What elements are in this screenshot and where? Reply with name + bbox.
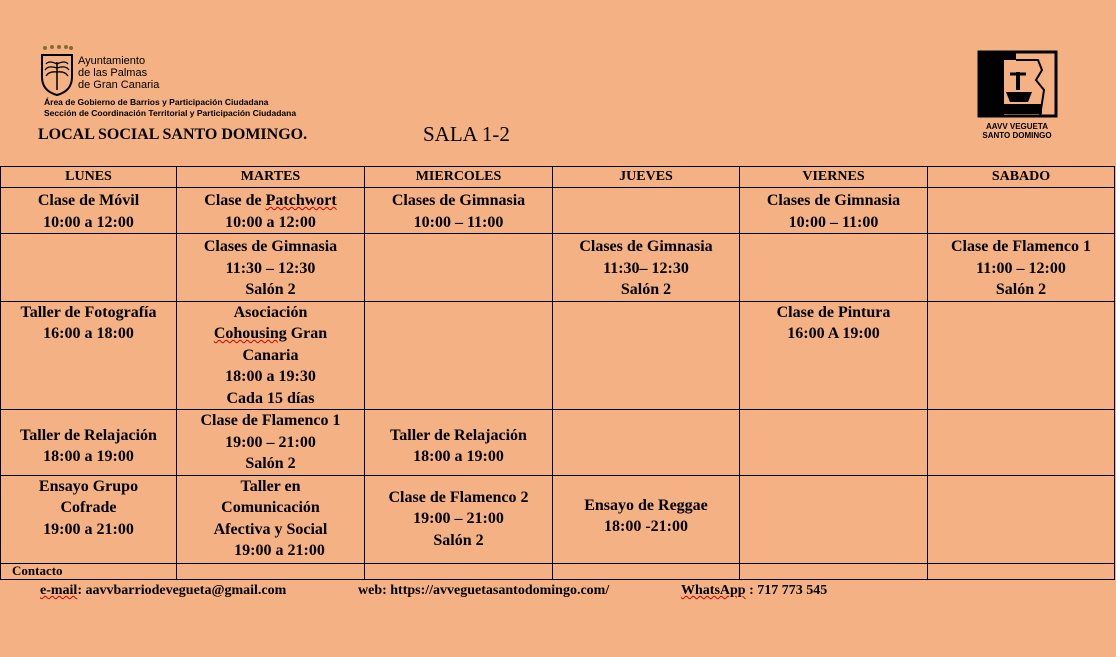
coat-of-arms-icon (40, 44, 74, 96)
activity-name: Canaria (242, 346, 299, 364)
activity-name: Taller en (240, 477, 301, 495)
activity-room: Salón 2 (433, 531, 484, 549)
schedule-table (0, 166, 1115, 580)
activity-time: 10:00 – 11:00 (788, 213, 879, 231)
table-row (1, 475, 1115, 563)
schedule-cell (365, 188, 553, 234)
schedule-cell (740, 188, 928, 234)
day-header: MIERCOLES (365, 167, 553, 188)
activity-name: Cofrade (60, 499, 117, 516)
activity-room: Salón 2 (245, 281, 296, 298)
schedule-cell-empty (365, 301, 553, 410)
fountain-icon (976, 50, 1058, 122)
schedule-cell (177, 301, 365, 410)
activity-name: Taller de Relajación (20, 426, 157, 444)
activity-name: Cohousing Gran (213, 325, 328, 342)
activity-time: 19:00 a 21:00 (234, 542, 325, 559)
schedule-cell (553, 234, 740, 302)
activity-time: 10:00 a 12:00 (225, 213, 316, 231)
activity-frequency: Cada 15 días (226, 389, 315, 407)
schedule-cell-empty (928, 301, 1115, 410)
activity-name: Clases de Gimnasia (766, 192, 901, 209)
schedule-cell-empty (928, 410, 1115, 476)
ayuntamiento-line: de Gran Canaria (78, 79, 160, 91)
schedule-cell (553, 475, 740, 563)
activity-time: 11:30 – 12:30 (225, 259, 316, 277)
seccion-line: Sección de Coordinación Territorial y Participación Ciudadana (44, 108, 297, 118)
contact-web[interactable]: web: https://avveguetasantodomingo.com/ (358, 583, 610, 598)
email-text[interactable]: : aavvbarriodevegueta@gmail.com (77, 583, 287, 598)
table-row (1, 234, 1115, 302)
activity-name: Afectiva y Social (213, 520, 328, 538)
whatsapp-number[interactable]: : 717 773 545 (745, 583, 828, 598)
ayuntamiento-name (78, 55, 159, 91)
aavv-line: SANTO DOMINGO (982, 131, 1052, 140)
activity-name: Clase de Flamenco 1 (200, 412, 341, 429)
activity-time: 18:00 -21:00 (604, 518, 688, 535)
activity-name: Clase de Pintura (776, 303, 891, 321)
schedule-cell-empty (553, 410, 740, 476)
activity-room: Salón 2 (245, 455, 296, 472)
activity-name: Ensayo Grupo (38, 477, 139, 495)
activity-name: Clase de Flamenco 2 (388, 488, 529, 506)
activity-time: 10:00 – 11:00 (413, 213, 504, 231)
table-row (1, 188, 1115, 234)
schedule-cell (740, 301, 928, 410)
cohousing-word: Cohousing (213, 325, 287, 342)
day-header: JUEVES (553, 167, 740, 188)
aavv-logo (976, 50, 1058, 145)
schedule-cell-empty (928, 188, 1115, 234)
activity-time: 19:00 – 21:00 (413, 510, 504, 528)
aavv-name (976, 122, 1058, 140)
schedule-cell (1, 188, 177, 234)
schedule-cell-empty (740, 410, 928, 476)
schedule-cell-empty (553, 188, 740, 234)
contact-row (1, 563, 1115, 579)
area-line: Área de Gobierno de Barrios y Participación Ciudadana (44, 97, 269, 107)
activity-time: 16:00 a 18:00 (43, 325, 134, 342)
days-header-row (1, 167, 1115, 188)
contact-whatsapp (681, 583, 827, 599)
activity-name: Clases de Gimnasia (579, 238, 713, 255)
contact-email (40, 583, 286, 599)
activity-time: 18:00 a 19:00 (43, 448, 134, 466)
activity-time: 10:00 a 12:00 (43, 213, 134, 231)
day-header: LUNES (1, 167, 177, 188)
schedule-cell (1, 301, 177, 410)
local-title: LOCAL SOCIAL SANTO DOMINGO. (38, 126, 308, 143)
aavv-line: AAVV VEGUETA (986, 122, 1048, 131)
day-header: MARTES (177, 167, 365, 188)
ayuntamiento-line: de las Palmas (78, 67, 148, 79)
activity-time: 16:00 A 19:00 (787, 325, 880, 342)
ayuntamiento-logo (40, 44, 340, 124)
schedule-cell (1, 410, 177, 476)
schedule-cell-empty (365, 234, 553, 302)
activity-time: 11:00 – 12:00 (976, 259, 1066, 277)
schedule-cell-empty (740, 234, 928, 302)
contact-cell-empty (553, 563, 740, 579)
activity-name: Taller de Relajación (390, 426, 527, 444)
activity-room: Salón 2 (620, 281, 672, 298)
schedule-cell-empty (928, 475, 1115, 563)
activity-time: 11:30– 12:30 (603, 259, 689, 277)
table-row (1, 410, 1115, 476)
schedule-cell (365, 475, 553, 563)
activity-name: Taller de Fotografía (20, 303, 157, 321)
schedule-cell (928, 234, 1115, 302)
activity-name: Asociación (233, 303, 308, 321)
ayuntamiento-subtitle (44, 97, 296, 119)
activity-name: Clase de Móvil (37, 192, 140, 209)
ayuntamiento-line: Ayuntamiento (78, 55, 146, 67)
activity-room: Salón 2 (995, 281, 1047, 298)
schedule-cell (1, 475, 177, 563)
whatsapp-label: WhatsApp (681, 583, 746, 598)
patchwort-word: Patchwort (265, 192, 337, 209)
schedule-cell (177, 475, 365, 563)
activity-name: Comunicación (221, 499, 320, 516)
schedule-cell (177, 410, 365, 476)
activity-name: Clase de Flamenco 1 (951, 238, 1091, 255)
activity-time: 19:00 a 21:00 (43, 520, 134, 538)
schedule-cell (177, 234, 365, 302)
schedule-cell (177, 188, 365, 234)
day-header: SABADO (928, 167, 1115, 188)
contact-cell-empty (740, 563, 928, 579)
contact-cell-empty (177, 563, 365, 579)
activity-time: 18:00 a 19:00 (413, 448, 504, 466)
sala-title: SALA 1-2 (423, 122, 510, 146)
activity-time: 19:00 – 21:00 (225, 433, 316, 451)
schedule-cell-empty (1, 234, 177, 302)
table-row (1, 301, 1115, 410)
schedule-cell (365, 410, 553, 476)
contact-cell-empty (365, 563, 553, 579)
contact-cell-empty (928, 563, 1115, 579)
schedule-cell-empty (740, 475, 928, 563)
activity-name: Clases de Gimnasia (203, 238, 338, 255)
activity-name: Clase de Patchwort (204, 192, 337, 209)
contact-label: Contacto (1, 563, 177, 579)
day-header: VIERNES (740, 167, 928, 188)
activity-name: Ensayo de Reggae (584, 496, 708, 514)
activity-time: 18:00 a 19:30 (225, 368, 316, 385)
activity-name: Clases de Gimnasia (391, 192, 526, 209)
schedule-cell-empty (553, 301, 740, 410)
email-label-word: e-mail (40, 583, 78, 598)
